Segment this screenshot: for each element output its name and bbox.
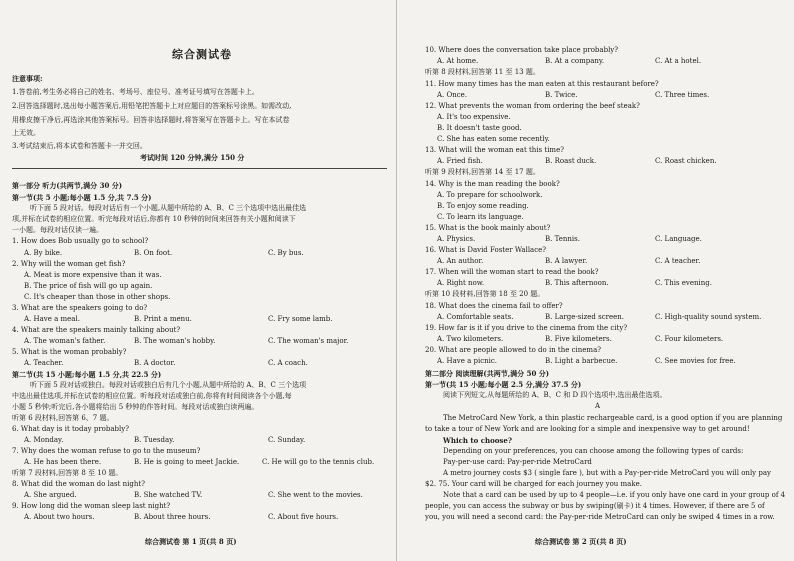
passage-line: The MetroCard New York, a thin plastic rechargeable card, is a good option if you are planning <box>443 414 783 422</box>
reading-instructions: 阅读下列短文,从每题所给的 A、B、C 和 D 四个选项中,选出最佳选项。 <box>443 391 667 399</box>
option-a: A. Physics. <box>437 235 476 243</box>
option-b: B. Roast duck. <box>545 157 597 165</box>
option-a: A. Teacher. <box>24 359 64 367</box>
option-c: C. Language. <box>655 235 702 243</box>
option-c: C. Four kilometers. <box>655 335 724 343</box>
option-a: A. He has been there. <box>24 458 102 466</box>
option-b: B. Print a menu. <box>134 315 192 323</box>
question-text: 3. What are the speakers going to do? <box>12 304 148 312</box>
option-a: A. Fried fish. <box>437 157 483 165</box>
question-text: 9. How long did the woman sleep last night? <box>12 502 171 510</box>
material-label: 听第 8 段材料,回答第 11 至 13 题。 <box>425 68 540 76</box>
option-c: C. She went to the movies. <box>268 491 363 499</box>
option-c: C. See movies for free. <box>655 357 736 365</box>
option-c: C. This evening. <box>655 279 712 287</box>
page-footer: 综合测试卷 第 1 页(共 8 页) <box>145 537 237 546</box>
option-a: A. Meat is more expensive than it was. <box>24 271 162 279</box>
passage-line: you, you will need a second card: the Pay-per-ride MetroCard can only be swiped 4 times in a row. <box>425 513 775 521</box>
option-a: A. She argued. <box>24 491 77 499</box>
passage-label: A <box>595 402 601 410</box>
instruction-line: 一小题。每段对话仅读一遍。 <box>12 226 103 234</box>
option-c: C. A coach. <box>268 359 308 367</box>
question-text: 20. What are people allowed to do in the cinema? <box>425 346 601 354</box>
option-b: B. She watched TV. <box>134 491 203 499</box>
option-b: B. About three hours. <box>134 513 211 521</box>
option-a: A. The woman's father. <box>24 337 106 345</box>
option-b: B. Light a barbecue. <box>545 357 618 365</box>
passage-line: Depending on your preferences, you can choose among the following types of cards: <box>443 447 744 455</box>
material-label: 听第 6 段材料,回答第 6、7 题。 <box>12 414 114 422</box>
material-label: 听第 7 段材料,回答第 8 至 10 题。 <box>12 469 123 477</box>
question-text: 11. How many times has the man eaten at this restaurant before? <box>425 80 659 88</box>
question-text: 18. What does the cinema fail to offer? <box>425 302 563 310</box>
option-c: C. Three times. <box>655 91 710 99</box>
instruction-line: 小题 5 秒钟;听完后,各小题将给出 5 秒钟的作答时间。每段对话或独白读两遍。 <box>12 403 259 411</box>
question-text: 6. What day is it today probably? <box>12 425 129 433</box>
option-c: C. About five hours. <box>268 513 339 521</box>
passage-line: to take a tour of New York and are looking for a simple and inexpensive way to get around! <box>425 425 750 433</box>
instruction-line: 听下面 5 段对话。每段对话后有一个小题,从题中所给的 A、B、C 三个选项中选出最佳选 <box>30 204 307 212</box>
option-c: C. He will go to the tennis club. <box>262 458 375 466</box>
option-a: A. Have a picnic. <box>437 357 498 365</box>
option-a: A. Once. <box>437 91 468 99</box>
question-text: 17. When will the woman start to read the book? <box>425 268 599 276</box>
option-c: C. A teacher. <box>655 257 701 265</box>
option-c: C. The woman's major. <box>268 337 349 345</box>
question-text: 5. What is the woman probably? <box>12 348 127 356</box>
question-text: 1. How does Bob usually go to school? <box>12 237 149 245</box>
passage-line: people, you can access the subway or bus by swiping(刷卡) it 4 times. However, if there are 5 of <box>425 502 765 510</box>
rule <box>12 168 387 169</box>
option-a: A. To prepare for schoolwork. <box>437 191 543 199</box>
option-b: B. It doesn't taste good. <box>437 124 522 132</box>
option-b: B. Five kilometers. <box>545 335 612 343</box>
instruction-line: 项,并标在试卷的相应位置。听完每段对话后,你都有 10 秒钟的时间来回答有关小题和阅读下 <box>12 215 296 223</box>
material-label: 听第 9 段材料,回答第 14 至 17 题。 <box>425 168 540 176</box>
option-b: B. He is going to meet Jackie. <box>134 458 240 466</box>
right-page <box>397 0 794 561</box>
option-b: B. Tuesday. <box>134 436 175 444</box>
option-b: B. A lawyer. <box>545 257 588 265</box>
option-a: A. Comfortable seats. <box>437 313 514 321</box>
option-a: A. At home. <box>437 57 479 65</box>
option-b: B. On foot. <box>134 249 173 257</box>
exam-time: 考试时间 120 分钟,满分 150 分 <box>140 153 245 162</box>
option-b: B. This afternoon. <box>545 279 609 287</box>
question-text: 13. What will the woman eat this time? <box>425 146 564 154</box>
material-label: 听第 10 段材料,回答第 18 至 20 题。 <box>425 290 545 298</box>
question-text: 7. Why does the woman refuse to go to the museum? <box>12 447 201 455</box>
instruction-line: 听下面 5 段对话或独白。每段对话或独白后有几个小题,从题中所给的 A、B、C 三个选项 <box>30 381 307 389</box>
passage-line: Note that a card can be used by up to 4 people—i.e. if you only have one card in your group of 4 <box>443 491 786 499</box>
passage-line: $2. 75. Your card will be charged for each journey you make. <box>425 480 642 488</box>
option-a: A. Monday. <box>24 436 64 444</box>
option-a: A. An author. <box>437 257 484 265</box>
option-c: C. She has eaten some recently. <box>437 135 550 143</box>
option-a: A. It's too expensive. <box>437 113 511 121</box>
question-text: 15. What is the book mainly about? <box>425 224 551 232</box>
exam-title: 综合测试卷 <box>172 48 232 61</box>
option-b: B. At a company. <box>545 57 605 65</box>
question-text: 4. What are the speakers mainly talking about? <box>12 326 181 334</box>
option-b: B. The price of fish will go up again. <box>24 282 153 290</box>
option-b: B. Large-sized screen. <box>545 313 624 321</box>
option-c: C. Sunday. <box>268 436 306 444</box>
notice-line: 2.回答选择题时,选出每小题答案后,用铅笔把答题卡上对应题目的答案标号涂黑。如需改动, <box>12 102 292 110</box>
option-a: A. Have a meal. <box>24 315 80 323</box>
page-footer: 综合测试卷 第 2 页(共 8 页) <box>535 537 627 546</box>
option-b: B. To enjoy some reading. <box>437 202 529 210</box>
option-c: C. Roast chicken. <box>655 157 717 165</box>
option-b: B. Twice. <box>545 91 578 99</box>
option-a: A. By bike. <box>24 249 63 257</box>
option-c: C. High-quality sound system. <box>655 313 762 321</box>
option-c: C. By bus. <box>268 249 304 257</box>
instruction-line: 中选出最佳选项,并标在试卷的相应位置。听每段对话或独白前,你将有时间阅读各个小题,每 <box>12 392 292 400</box>
passage-line: Pay-per-use card: Pay-per-ride MetroCard <box>443 458 592 466</box>
notice-line: 上无效。 <box>12 129 40 137</box>
option-a: A. Two kilometers. <box>437 335 504 343</box>
section2-heading: 第二节(共 15 小题;每小题 1.5 分,共 22.5 分) <box>12 370 162 379</box>
notice-heading: 注意事项: <box>12 74 43 83</box>
passage-line: A metro journey costs $3 ( single fare ), but with a Pay-per-ride MetroCard you will only pay <box>443 469 771 477</box>
option-a: A. About two hours. <box>24 513 95 521</box>
part2-section1-heading: 第一节(共 15 小题;每小题 2.5 分,满分 37.5 分) <box>425 380 582 389</box>
question-text: 14. Why is the man reading the book? <box>425 180 560 188</box>
section1-heading: 第一节(共 5 小题;每小题 1.5 分,共 7.5 分) <box>12 193 152 202</box>
question-text: 10. Where does the conversation take place probably? <box>425 46 619 54</box>
part2-heading: 第二部分 阅读理解(共两节,满分 50 分) <box>425 369 550 378</box>
part1-heading: 第一部分 听力(共两节,满分 30 分) <box>12 181 123 190</box>
question-text: 8. What did the woman do last night? <box>12 480 145 488</box>
question-text: 19. How far is it if you drive to the cinema from the city? <box>425 324 628 332</box>
option-b: B. The woman's hobby. <box>134 337 216 345</box>
option-c: C. At a hotel. <box>655 57 702 65</box>
notice-line: 1.答卷前,考生务必将自己的姓名、考场号、座位号、准考证号填写在答题卡上。 <box>12 88 259 96</box>
option-b: B. Tennis. <box>545 235 580 243</box>
question-text: 16. What is David Foster Wallace? <box>425 246 547 254</box>
notice-line: 3.考试结束后,将本试卷和答题卡一并交回。 <box>12 142 147 150</box>
option-a: A. Right now. <box>437 279 485 287</box>
notice-line: 用橡皮擦干净后,再选涂其他答案标号。回答非选择题时,将答案写在答题卡上。写在本试卷 <box>12 116 290 124</box>
question-text: 2. Why will the woman get fish? <box>12 260 126 268</box>
option-c: C. Fry some lamb. <box>268 315 333 323</box>
option-c: C. To learn its language. <box>437 213 524 221</box>
option-b: B. A doctor. <box>134 359 176 367</box>
passage-subheading: Which to choose? <box>443 436 512 445</box>
question-text: 12. What prevents the woman from ordering the beef steak? <box>425 102 640 110</box>
option-c: C. It's cheaper than those in other shops. <box>24 293 171 301</box>
